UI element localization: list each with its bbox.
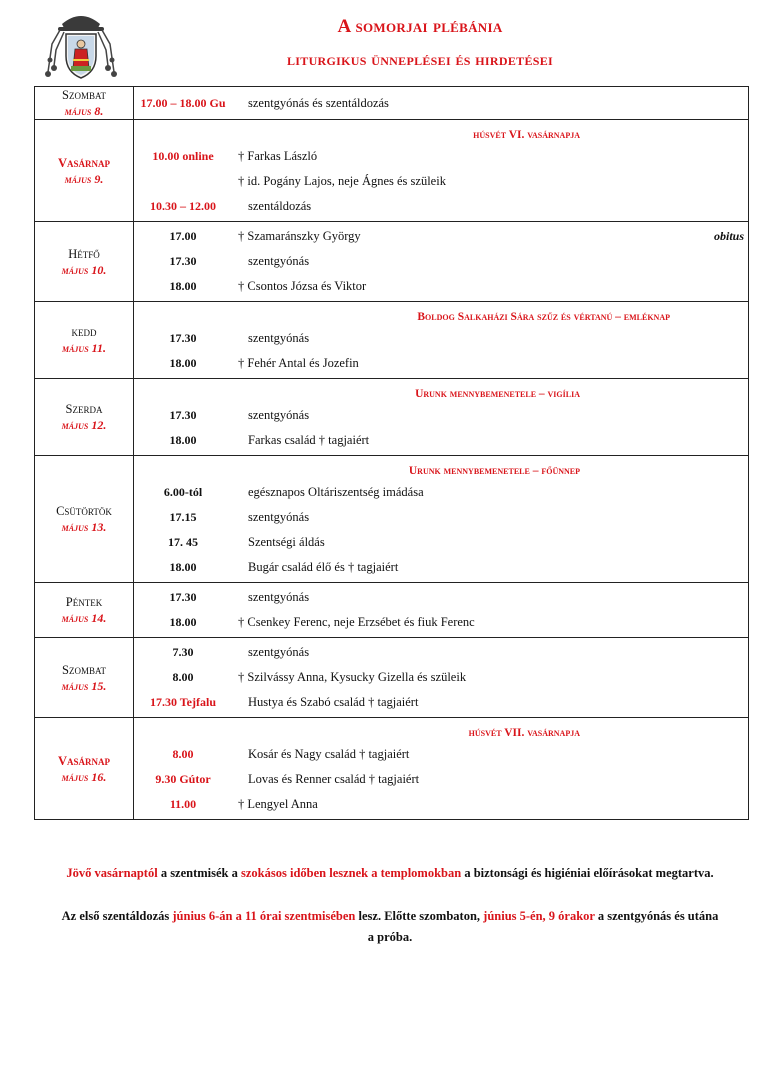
- entry-text: Farkas család † tagjaiért: [248, 433, 370, 447]
- entry-text: szentgyónás: [248, 645, 310, 659]
- page-header: [0, 0, 764, 86]
- day-row: [35, 379, 749, 456]
- day-cell: [35, 379, 134, 456]
- schedule-entry: [134, 742, 748, 767]
- page-title: A somorjai plébánia: [337, 16, 503, 37]
- schedule-entry: [134, 351, 748, 376]
- entries-cell: [134, 379, 749, 456]
- entry-text: Lovas és Renner család † tagjaiért: [248, 772, 420, 786]
- entry-text: † Csontos Józsa és Viktor: [238, 279, 367, 293]
- entry-time: 6.00-tól: [163, 485, 203, 499]
- announcement-segment: szokásos időben lesznek a templomokban: [241, 866, 462, 880]
- schedule-entry: [134, 505, 748, 530]
- entry-time: 17.30 Tejfalu: [149, 695, 216, 709]
- day-row: [35, 456, 749, 583]
- schedule-entry: [134, 224, 748, 249]
- announcement-segment: a biztonsági és higiéniai előírásokat megtartva.: [461, 866, 714, 880]
- announcement-segment: Az első szentáldozás: [61, 909, 173, 923]
- schedule-entry: [134, 403, 748, 428]
- entries-cell: [134, 583, 749, 638]
- entry-time: 17.30: [169, 254, 197, 268]
- entries-cell: [134, 120, 749, 222]
- entry-time: 9.30 Gútor: [155, 772, 211, 786]
- day-cell: [35, 87, 134, 120]
- day-date: május 12.: [61, 418, 107, 432]
- entry-time: 18.00: [169, 560, 197, 574]
- entry-text: szentáldozás: [248, 199, 312, 213]
- day-row: [35, 638, 749, 718]
- day-row: [35, 583, 749, 638]
- feast-label: Urunk mennybemenetele – vigília: [415, 388, 580, 400]
- entry-text: † id. Pogány Lajos, neje Ágnes és szüleik: [238, 174, 446, 188]
- entry-time: 17.30: [169, 331, 197, 345]
- announcement-segment: június 5-én, 9 órakor: [483, 909, 595, 923]
- announcement-segment: június 6-án a 11 órai szentmisében: [172, 909, 356, 923]
- day-cell: [35, 302, 134, 379]
- schedule-entry: [134, 555, 748, 580]
- day-cell: [35, 718, 134, 820]
- entry-time: 17. 45: [168, 535, 198, 549]
- day-row: [35, 87, 749, 120]
- day-date: május 15.: [61, 678, 107, 693]
- day-row: [35, 302, 749, 379]
- schedule-entry: [134, 274, 748, 299]
- feast-label: húsvét VI. vasárnapja: [473, 129, 580, 141]
- schedule-entry: [134, 792, 748, 817]
- entry-time: 18.00: [169, 356, 197, 370]
- entry-time: 18.00: [169, 615, 197, 629]
- entry-time: 18.00: [169, 279, 197, 293]
- day-name: Szerda: [65, 402, 103, 416]
- entry-time: 11.00: [169, 797, 197, 811]
- day-date: május 9.: [64, 171, 104, 186]
- entry-time: 10.00 online: [152, 149, 214, 163]
- day-date: május 10.: [61, 262, 107, 277]
- entries-cell: [134, 638, 749, 718]
- day-name: Péntek: [65, 595, 103, 609]
- feast-label: Boldog Salkaházi Sára szűz és vértanú – emléknap: [417, 311, 670, 323]
- entry-text: Hustya és Szabó család † tagjaiért: [248, 695, 419, 709]
- entry-text: † Lengyel Anna: [238, 797, 318, 811]
- day-name: Csütörtök: [56, 504, 112, 518]
- day-cell: [35, 583, 134, 638]
- day-name: kedd: [71, 325, 97, 339]
- entry-time: 7.30: [172, 645, 194, 659]
- day-name: Szombat: [62, 88, 106, 102]
- entry-time: 17.00 – 18.00 Gu: [140, 95, 226, 110]
- entry-time: 18.00: [169, 433, 197, 447]
- schedule-entry: [134, 690, 748, 715]
- entries-cell: [134, 718, 749, 820]
- entry-text: szentgyónás: [248, 331, 310, 345]
- day-date: május 11.: [61, 341, 106, 355]
- entry-text: szentgyónás: [248, 510, 310, 524]
- schedule-entry: [134, 767, 748, 792]
- day-row: [35, 222, 749, 302]
- feast-label: Urunk mennybemenetele – főünnep: [408, 465, 580, 477]
- announcement-segment: a szentgyónás és utána a próba.: [367, 909, 719, 944]
- announcement-2: [60, 906, 720, 948]
- entries-cell: [134, 87, 749, 120]
- entry-time: 17.00: [169, 229, 197, 243]
- schedule-entry: [134, 194, 748, 219]
- announcement-1: [34, 866, 746, 881]
- announcement-segment: Jövő vasárnaptól: [66, 866, 158, 880]
- schedule-entry: [134, 640, 748, 665]
- entry-text: egésznapos Oltáriszentség imádása: [248, 485, 424, 499]
- entry-note: obitus: [713, 229, 744, 243]
- schedule-entry: [134, 169, 748, 194]
- entry-text: Bugár család élő és † tagjaiért: [248, 560, 399, 574]
- entry-text: † Szilvássy Anna, Kysucky Gizella és szüleik: [238, 670, 467, 684]
- entry-text: szentgyónás: [248, 408, 310, 422]
- entry-text: † Szamaránszky György: [238, 229, 361, 243]
- entry-time: 8.00: [172, 747, 194, 761]
- day-date: május 8.: [64, 104, 104, 118]
- day-row: [35, 120, 749, 222]
- entry-text: szentgyónás: [248, 590, 310, 604]
- announcement-segment: lesz. Előtte szombaton,: [355, 909, 484, 923]
- announcement-segment: a szentmisék a: [157, 866, 242, 880]
- schedule-entry: [134, 91, 748, 116]
- day-date: május 13.: [61, 520, 107, 534]
- entry-text: szentgyónás: [248, 254, 310, 268]
- entries-cell: [134, 456, 749, 583]
- day-cell: [35, 120, 134, 222]
- day-date: május 16.: [61, 769, 107, 784]
- entries-cell: [134, 222, 749, 302]
- entry-time: 17.15: [169, 510, 197, 524]
- day-date: május 14.: [61, 611, 107, 625]
- page-subtitle: liturgikus ünneplései és hirdetései: [287, 50, 553, 69]
- feast-label: húsvét VII. vasárnapja: [468, 727, 580, 739]
- entry-time: 17.30: [169, 408, 197, 422]
- entry-time: 17.30: [169, 590, 197, 604]
- schedule-entry: [134, 144, 748, 169]
- schedule-entry: [134, 610, 748, 635]
- schedule-table: [34, 86, 749, 820]
- day-name: Szombat: [62, 662, 106, 677]
- entry-text: † Csenkey Ferenc, neje Erzsébet és fiuk Ferenc: [238, 615, 475, 629]
- entry-text: Szentségi áldás: [248, 535, 325, 549]
- schedule-entry: [134, 480, 748, 505]
- parish-coat-of-arms-icon: [42, 10, 120, 82]
- day-name: Hétfő: [68, 246, 100, 261]
- day-cell: [35, 456, 134, 583]
- day-row: [35, 718, 749, 820]
- day-name: Vasárnap: [57, 155, 111, 170]
- day-cell: [35, 222, 134, 302]
- entry-text: szentgyónás és szentáldozás: [248, 95, 389, 110]
- schedule-entry: [134, 530, 748, 555]
- schedule-entry: [134, 428, 748, 453]
- schedule-entry: [134, 249, 748, 274]
- day-cell: [35, 638, 134, 718]
- entry-time: 10.30 – 12.00: [150, 199, 216, 213]
- entry-text: † Fehér Antal és Jozefin: [238, 356, 359, 370]
- schedule-entry: [134, 585, 748, 610]
- entry-time: 8.00: [172, 670, 194, 684]
- day-name: Vasárnap: [57, 753, 111, 768]
- entry-text: Kosár és Nagy család † tagjaiért: [248, 747, 410, 761]
- schedule-entry: [134, 665, 748, 690]
- schedule-entry: [134, 326, 748, 351]
- entry-text: † Farkas László: [238, 149, 318, 163]
- entries-cell: [134, 302, 749, 379]
